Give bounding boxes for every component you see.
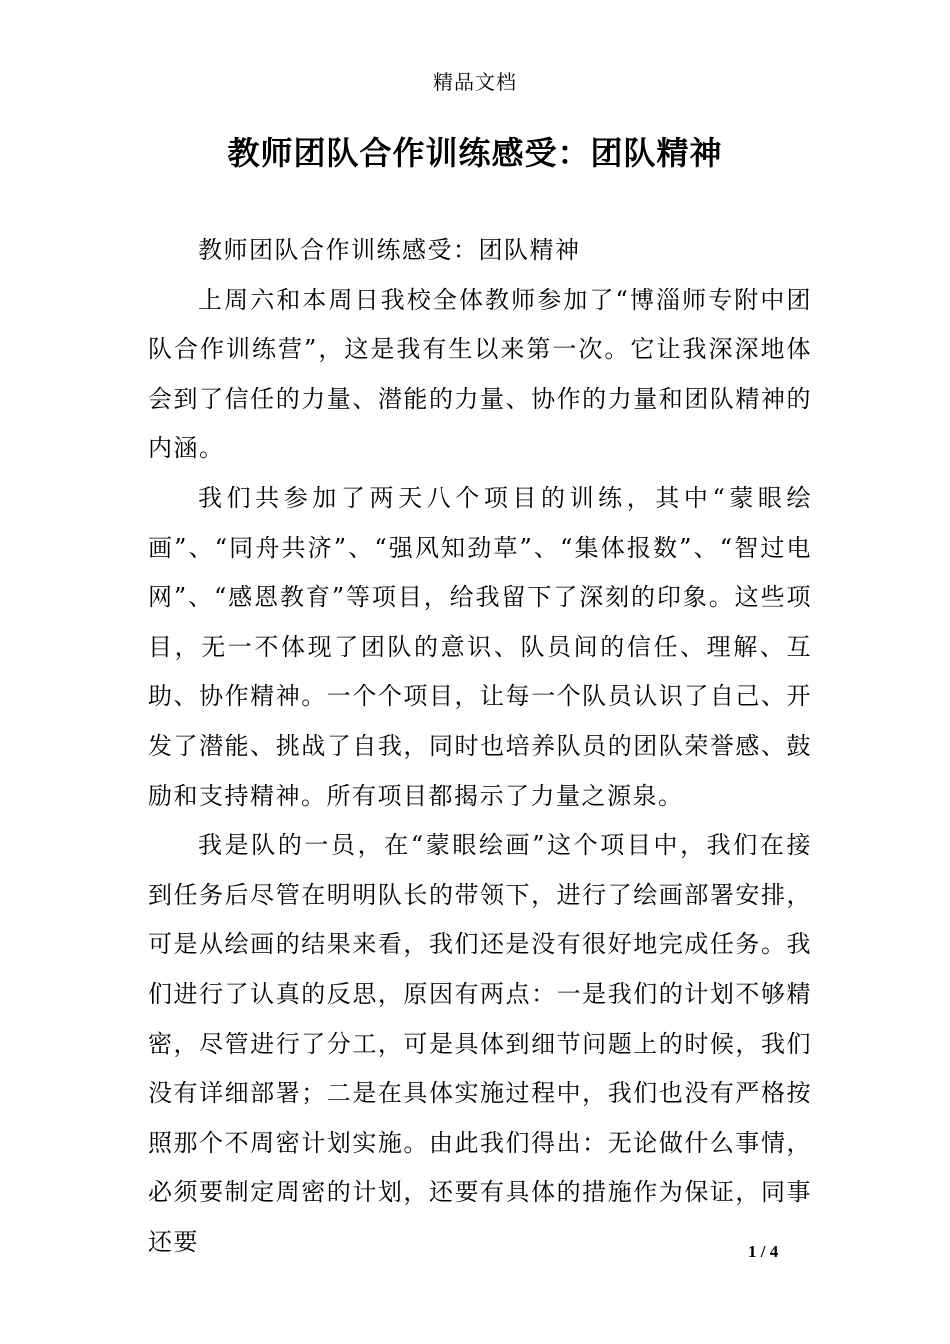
paragraph: 教师团队合作训练感受：团队精神 xyxy=(198,236,581,264)
document-body xyxy=(148,226,812,1267)
page-header: 精品文档 xyxy=(433,70,517,94)
document-title: 教师团队合作训练感受：团队精神 xyxy=(227,134,723,172)
paragraph: 上周六和本周日我校全体教师参加了“博淄师专附中团队合作训练营”，这是我有生以来第一次。它让我深深地体会到了信任的力量、潜能的力量、协作的力量和团队精神的内涵。 xyxy=(148,285,812,463)
paragraph: 我是队的一员，在“蒙眼绘画”这个项目中，我们在接到任务后尽管在明明队长的带领下，进行了绘画部署安排，可是从绘画的结果来看，我们还是没有很好地完成任务。我们进行了认真的反思，原因有两点：一是我们的计划不够精密，尽管进行了分工，可是具体到细节问题上的时候，我们没有详细部署；二是在具体实施过程中，我们也没有严格按照那个不周密计划实施。由此我们得出：无论做什么事情，必须要制定周密的计划，还要有具体的措施作为保证，同事还要 xyxy=(148,831,812,1256)
page-number: 1 / 4 xyxy=(748,1242,779,1261)
paragraph: 我们共参加了两天八个项目的训练，其中“蒙眼绘画”、“同舟共济”、“强风知劲草”、“集体报数”、“智过电网”、“感恩教育”等项目，给我留下了深刻的印象。这些项目，无一不体现了团队的意识、队员间的信任、理解、互助、协作精神。一个个项目，让每一个队员认识了自己、开发了潜能、挑战了自我，同时也培养队员的团队荣誉感、鼓励和支持精神。所有项目都揭示了力量之源泉。 xyxy=(148,483,812,810)
